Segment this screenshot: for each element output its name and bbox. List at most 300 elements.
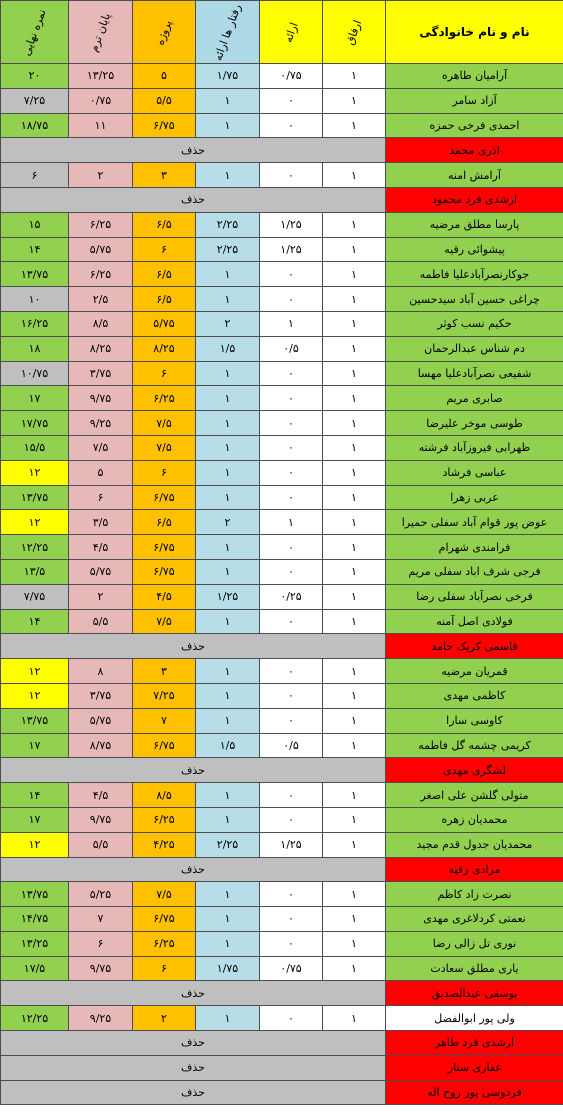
student-row: [1, 435, 563, 460]
header-leniency: [323, 1, 386, 64]
leniency-cell: ۱: [323, 882, 386, 907]
student-name: آرامش امنه: [386, 163, 563, 188]
behavior-cell: ۱: [196, 708, 260, 733]
leniency-cell: ۱: [323, 163, 386, 188]
final-exam-cell: ۱۳/۲۵: [69, 64, 133, 89]
final-grade-cell: ۱۴: [1, 237, 69, 262]
grades-body: [1, 64, 563, 1105]
student-row: [1, 832, 563, 857]
project-cell: ۶/۵: [133, 510, 196, 535]
final-exam-cell: ۴/۵: [69, 783, 133, 808]
behavior-cell: ۱: [196, 411, 260, 436]
student-name: پیشوائی رقیه: [386, 237, 563, 262]
student-name: متولی گلشن علی اصغر: [386, 783, 563, 808]
leniency-cell: ۱: [323, 832, 386, 857]
presentation-cell: ۱/۲۵: [260, 237, 323, 262]
student-row: [1, 411, 563, 436]
final-exam-cell: ۳/۷۵: [69, 361, 133, 386]
behavior-cell: ۱: [196, 460, 260, 485]
leniency-cell: ۱: [323, 64, 386, 89]
final-grade-cell: ۱۲: [1, 832, 69, 857]
student-name: عوض پور قوام آباد سفلی حمیرا: [386, 510, 563, 535]
final-exam-cell: ۶/۲۵: [69, 262, 133, 287]
student-name: فرامندی شهرام: [386, 535, 563, 560]
final-grade-cell: ۱۷/۵: [1, 956, 69, 981]
student-row: [1, 683, 563, 708]
final-exam-cell: ۷: [69, 907, 133, 932]
leniency-cell: ۱: [323, 212, 386, 237]
behavior-cell: ۱: [196, 931, 260, 956]
leniency-cell: ۱: [323, 1006, 386, 1031]
student-row: [1, 931, 563, 956]
final-grade-cell: ۱۵/۵: [1, 435, 69, 460]
student-row: [1, 485, 563, 510]
behavior-cell: ۱: [196, 262, 260, 287]
presentation-cell: ۱: [260, 510, 323, 535]
final-exam-cell: ۶/۲۵: [69, 212, 133, 237]
header-project: [133, 1, 196, 64]
final-grade-cell: ۱۸: [1, 336, 69, 361]
removed-label: حذف: [1, 1055, 386, 1080]
behavior-cell: ۱: [196, 659, 260, 684]
final-grade-cell: ۱۲/۲۵: [1, 1006, 69, 1031]
project-cell: ۳: [133, 163, 196, 188]
final-grade-cell: ۱۲: [1, 460, 69, 485]
header-final-exam: [69, 1, 133, 64]
presentation-cell: ۰: [260, 708, 323, 733]
student-name: اذری محمد: [386, 138, 563, 163]
final-grade-cell: ۱۴: [1, 609, 69, 634]
student-name: دم شناس عبدالرحمان: [386, 336, 563, 361]
student-row: [1, 535, 563, 560]
final-exam-cell: ۹/۲۵: [69, 411, 133, 436]
leniency-cell: ۱: [323, 460, 386, 485]
behavior-cell: ۱: [196, 386, 260, 411]
final-exam-cell: ۵/۵: [69, 832, 133, 857]
student-row: [1, 510, 563, 535]
student-name: ارشدی فرد محمود: [386, 187, 563, 212]
student-row: [1, 287, 563, 312]
project-cell: ۶: [133, 237, 196, 262]
behavior-cell: ۱/۵: [196, 336, 260, 361]
final-grade-cell: ۲۰: [1, 64, 69, 89]
final-grade-cell: ۱۲: [1, 510, 69, 535]
project-cell: ۷/۵: [133, 435, 196, 460]
presentation-cell: ۰: [260, 287, 323, 312]
project-cell: ۷/۵: [133, 882, 196, 907]
student-name: کاظمی مهدی: [386, 683, 563, 708]
leniency-cell: ۱: [323, 931, 386, 956]
behavior-cell: ۱: [196, 807, 260, 832]
project-cell: ۶/۷۵: [133, 733, 196, 758]
removed-student-row: [1, 187, 563, 212]
header-presentation-label: ارائه: [281, 20, 301, 44]
student-name: کریمی چشمه گل فاطمه: [386, 733, 563, 758]
student-name: لشگری مهدی: [386, 758, 563, 783]
leniency-cell: ۱: [323, 659, 386, 684]
final-exam-cell: ۱۱: [69, 113, 133, 138]
project-cell: ۶/۲۵: [133, 807, 196, 832]
presentation-cell: ۰: [260, 113, 323, 138]
student-name: ظهرابی فیروزآباد فرشته: [386, 435, 563, 460]
project-cell: ۶: [133, 460, 196, 485]
behavior-cell: ۱: [196, 559, 260, 584]
student-row: [1, 584, 563, 609]
project-cell: ۶/۵: [133, 212, 196, 237]
final-exam-cell: ۵/۵: [69, 609, 133, 634]
student-row: [1, 212, 563, 237]
presentation-cell: ۰/۵: [260, 733, 323, 758]
removed-label: حذف: [1, 138, 386, 163]
removed-student-row: [1, 138, 563, 163]
student-row: [1, 807, 563, 832]
project-cell: ۲: [133, 1006, 196, 1031]
presentation-cell: ۱: [260, 311, 323, 336]
final-exam-cell: ۸/۲۵: [69, 336, 133, 361]
removed-student-row: [1, 1031, 563, 1056]
leniency-cell: ۱: [323, 113, 386, 138]
leniency-cell: ۱: [323, 311, 386, 336]
final-exam-cell: ۶: [69, 931, 133, 956]
behavior-cell: ۱/۷۵: [196, 956, 260, 981]
removed-student-row: [1, 758, 563, 783]
student-name: غفاری ستار: [386, 1055, 563, 1080]
leniency-cell: ۱: [323, 411, 386, 436]
behavior-cell: ۱: [196, 1006, 260, 1031]
student-row: [1, 88, 563, 113]
final-grade-cell: ۱۳/۷۵: [1, 708, 69, 733]
leniency-cell: ۱: [323, 609, 386, 634]
header-behavior: [196, 1, 260, 64]
presentation-cell: ۰: [260, 931, 323, 956]
student-name: عباسی فرشاد: [386, 460, 563, 485]
leniency-cell: ۱: [323, 435, 386, 460]
final-exam-cell: ۹/۷۵: [69, 386, 133, 411]
project-cell: ۸/۵: [133, 783, 196, 808]
final-exam-cell: ۶: [69, 485, 133, 510]
presentation-cell: ۱/۲۵: [260, 832, 323, 857]
final-exam-cell: ۰/۷۵: [69, 88, 133, 113]
leniency-cell: ۱: [323, 510, 386, 535]
final-grade-cell: ۱۷: [1, 386, 69, 411]
student-name: نعمتی کردلاغری مهدی: [386, 907, 563, 932]
behavior-cell: ۲/۲۵: [196, 237, 260, 262]
leniency-cell: ۱: [323, 907, 386, 932]
student-name: یوسفی عبدالصدیق: [386, 981, 563, 1006]
header-final-grade-label: نمره نهایی: [20, 7, 49, 57]
project-cell: ۷: [133, 708, 196, 733]
header-name: نام و نام خانوادگی: [386, 1, 563, 64]
student-name: قمریان مرضیه: [386, 659, 563, 684]
final-grade-cell: ۱۷: [1, 733, 69, 758]
presentation-cell: ۰/۵: [260, 336, 323, 361]
behavior-cell: ۱: [196, 88, 260, 113]
behavior-cell: ۱: [196, 287, 260, 312]
behavior-cell: ۲/۲۵: [196, 832, 260, 857]
student-name: نوری تل زالی رضا: [386, 931, 563, 956]
student-row: [1, 659, 563, 684]
student-row: [1, 361, 563, 386]
leniency-cell: ۱: [323, 237, 386, 262]
presentation-cell: ۰/۷۵: [260, 956, 323, 981]
presentation-cell: ۰: [260, 1006, 323, 1031]
presentation-cell: ۰: [260, 907, 323, 932]
final-grade-cell: ۱۰: [1, 287, 69, 312]
student-name: کاوسی سارا: [386, 708, 563, 733]
student-row: [1, 311, 563, 336]
final-grade-cell: ۱۲/۲۵: [1, 535, 69, 560]
final-grade-cell: ۱۳/۵: [1, 559, 69, 584]
final-exam-cell: ۵: [69, 460, 133, 485]
removed-student-row: [1, 981, 563, 1006]
leniency-cell: ۱: [323, 485, 386, 510]
leniency-cell: ۱: [323, 807, 386, 832]
project-cell: ۶/۷۵: [133, 113, 196, 138]
presentation-cell: ۰/۲۵: [260, 584, 323, 609]
student-row: [1, 64, 563, 89]
student-row: [1, 460, 563, 485]
final-grade-cell: ۱۶/۲۵: [1, 311, 69, 336]
final-exam-cell: ۸/۵: [69, 311, 133, 336]
presentation-cell: ۰: [260, 559, 323, 584]
final-grade-cell: ۱۸/۷۵: [1, 113, 69, 138]
presentation-cell: ۰: [260, 485, 323, 510]
final-grade-cell: ۱۷: [1, 807, 69, 832]
student-row: [1, 1006, 563, 1031]
behavior-cell: ۱: [196, 783, 260, 808]
leniency-cell: ۱: [323, 535, 386, 560]
presentation-cell: ۰: [260, 460, 323, 485]
presentation-cell: ۰: [260, 683, 323, 708]
student-row: [1, 708, 563, 733]
leniency-cell: ۱: [323, 584, 386, 609]
presentation-cell: ۰: [260, 783, 323, 808]
final-grade-cell: ۷/۲۵: [1, 88, 69, 113]
final-grade-cell: ۱۳/۷۵: [1, 262, 69, 287]
presentation-cell: ۰: [260, 659, 323, 684]
presentation-cell: ۰: [260, 882, 323, 907]
student-row: [1, 386, 563, 411]
student-name: پارسا مطلق مرضیه: [386, 212, 563, 237]
removed-label: حذف: [1, 758, 386, 783]
final-grade-cell: ۱۵: [1, 212, 69, 237]
presentation-cell: ۰/۷۵: [260, 64, 323, 89]
project-cell: ۵/۵: [133, 88, 196, 113]
leniency-cell: ۱: [323, 287, 386, 312]
header-presentation: [260, 1, 323, 64]
leniency-cell: ۱: [323, 783, 386, 808]
project-cell: ۶/۵: [133, 262, 196, 287]
final-exam-cell: ۷/۵: [69, 435, 133, 460]
behavior-cell: ۱: [196, 882, 260, 907]
student-row: [1, 907, 563, 932]
final-exam-cell: ۹/۷۵: [69, 807, 133, 832]
project-cell: ۶/۷۵: [133, 559, 196, 584]
final-grade-cell: ۱۲: [1, 659, 69, 684]
leniency-cell: ۱: [323, 262, 386, 287]
project-cell: ۸/۲۵: [133, 336, 196, 361]
removed-label: حذف: [1, 857, 386, 882]
student-name: حکیم نسب کوثر: [386, 311, 563, 336]
behavior-cell: ۱: [196, 113, 260, 138]
final-exam-cell: ۵/۷۵: [69, 708, 133, 733]
behavior-cell: ۱/۲۵: [196, 584, 260, 609]
final-exam-cell: ۵/۲۵: [69, 882, 133, 907]
student-row: [1, 237, 563, 262]
presentation-cell: ۰: [260, 262, 323, 287]
final-exam-cell: ۸/۷۵: [69, 733, 133, 758]
behavior-cell: ۲: [196, 311, 260, 336]
presentation-cell: ۰: [260, 807, 323, 832]
project-cell: ۷/۲۵: [133, 683, 196, 708]
student-name: چراغی حسین آباد سیدحسین: [386, 287, 563, 312]
student-name: نصرت زاد کاظم: [386, 882, 563, 907]
removed-label: حذف: [1, 187, 386, 212]
project-cell: ۶/۵: [133, 287, 196, 312]
behavior-cell: ۲/۲۵: [196, 212, 260, 237]
project-cell: ۶/۷۵: [133, 907, 196, 932]
student-row: [1, 882, 563, 907]
student-name: فرجی شرف اباد سفلی مریم: [386, 559, 563, 584]
presentation-cell: ۰: [260, 386, 323, 411]
final-exam-cell: ۲: [69, 163, 133, 188]
leniency-cell: ۱: [323, 559, 386, 584]
student-row: [1, 559, 563, 584]
student-name: احمدی فرخی حمزه: [386, 113, 563, 138]
student-name: مرادی رقیه: [386, 857, 563, 882]
student-row: [1, 783, 563, 808]
leniency-cell: ۱: [323, 956, 386, 981]
student-name: ولی پور ابوالفضل: [386, 1006, 563, 1031]
student-row: [1, 163, 563, 188]
final-exam-cell: ۳/۵: [69, 510, 133, 535]
presentation-cell: ۰: [260, 535, 323, 560]
final-grade-cell: ۱۲: [1, 683, 69, 708]
final-exam-cell: ۵/۷۵: [69, 559, 133, 584]
removed-student-row: [1, 634, 563, 659]
behavior-cell: ۱: [196, 435, 260, 460]
presentation-cell: ۰: [260, 88, 323, 113]
header-leniency-label: ارفاق: [343, 17, 365, 47]
behavior-cell: ۱/۵: [196, 733, 260, 758]
final-exam-cell: ۲: [69, 584, 133, 609]
project-cell: ۷/۵: [133, 411, 196, 436]
student-name: ارشدی فرد طاهر: [386, 1031, 563, 1056]
behavior-cell: ۱: [196, 609, 260, 634]
removed-label: حذف: [1, 634, 386, 659]
behavior-cell: ۱: [196, 683, 260, 708]
removed-student-row: [1, 1055, 563, 1080]
student-name: صابری مریم: [386, 386, 563, 411]
presentation-cell: ۰: [260, 163, 323, 188]
behavior-cell: ۱: [196, 485, 260, 510]
final-grade-cell: ۱۷/۷۵: [1, 411, 69, 436]
student-name: جوکارنصرآبادعلیا فاطمه: [386, 262, 563, 287]
final-exam-cell: ۵/۷۵: [69, 237, 133, 262]
student-name: فولادی اصل آمنه: [386, 609, 563, 634]
header-row: [1, 1, 563, 64]
presentation-cell: ۰: [260, 411, 323, 436]
leniency-cell: ۱: [323, 683, 386, 708]
student-name: آرامیان طاهره: [386, 64, 563, 89]
student-name: طوسی موخر علیرضا: [386, 411, 563, 436]
student-row: [1, 609, 563, 634]
final-grade-cell: ۶: [1, 163, 69, 188]
removed-label: حذف: [1, 1031, 386, 1056]
project-cell: ۴/۲۵: [133, 832, 196, 857]
presentation-cell: ۱/۲۵: [260, 212, 323, 237]
behavior-cell: ۱: [196, 163, 260, 188]
project-cell: ۷/۵: [133, 609, 196, 634]
behavior-cell: ۲: [196, 510, 260, 535]
student-name: آزاد سامر: [386, 88, 563, 113]
project-cell: ۶: [133, 956, 196, 981]
leniency-cell: ۱: [323, 336, 386, 361]
final-exam-cell: ۹/۷۵: [69, 956, 133, 981]
header-behavior-label: رفتار ها ارائه: [211, 2, 244, 62]
project-cell: ۶: [133, 361, 196, 386]
final-grade-cell: ۱۰/۷۵: [1, 361, 69, 386]
project-cell: ۴/۵: [133, 584, 196, 609]
leniency-cell: ۱: [323, 386, 386, 411]
student-row: [1, 956, 563, 981]
final-grade-cell: ۱۳/۷۵: [1, 485, 69, 510]
behavior-cell: ۱: [196, 535, 260, 560]
final-exam-cell: ۸: [69, 659, 133, 684]
final-grade-cell: ۱۴: [1, 783, 69, 808]
student-name: محمدیان زهره: [386, 807, 563, 832]
project-cell: ۶/۲۵: [133, 386, 196, 411]
student-name: عربی زهرا: [386, 485, 563, 510]
behavior-cell: ۱: [196, 907, 260, 932]
student-name: محمدیان جدول قدم مجید: [386, 832, 563, 857]
student-row: [1, 336, 563, 361]
project-cell: ۶/۷۵: [133, 535, 196, 560]
leniency-cell: ۱: [323, 361, 386, 386]
student-name: قاسمی کریک حامد: [386, 634, 563, 659]
student-name: شفیعی نصرآبادعلیا مهسا: [386, 361, 563, 386]
final-grade-cell: ۱۳/۷۵: [1, 882, 69, 907]
presentation-cell: ۰: [260, 361, 323, 386]
behavior-cell: ۱: [196, 361, 260, 386]
project-cell: ۶/۲۵: [133, 931, 196, 956]
header-final-exam-label: پایان ترم: [87, 10, 114, 54]
project-cell: ۳: [133, 659, 196, 684]
header-final-grade: [1, 1, 69, 64]
leniency-cell: ۱: [323, 733, 386, 758]
final-grade-cell: ۷/۷۵: [1, 584, 69, 609]
final-grade-cell: ۱۳/۲۵: [1, 931, 69, 956]
behavior-cell: ۱/۷۵: [196, 64, 260, 89]
final-grade-cell: ۱۴/۷۵: [1, 907, 69, 932]
project-cell: ۵: [133, 64, 196, 89]
student-name: فرخی نصرآباد سفلی رضا: [386, 584, 563, 609]
student-row: [1, 733, 563, 758]
header-project-label: پروژه: [153, 17, 175, 47]
student-name: فردوسی پور روح اله: [386, 1080, 563, 1105]
final-exam-cell: ۴/۵: [69, 535, 133, 560]
presentation-cell: ۰: [260, 609, 323, 634]
leniency-cell: ۱: [323, 708, 386, 733]
student-row: [1, 262, 563, 287]
removed-student-row: [1, 857, 563, 882]
leniency-cell: ۱: [323, 88, 386, 113]
removed-label: حذف: [1, 981, 386, 1006]
student-name: یاری مطلق سعادت: [386, 956, 563, 981]
project-cell: ۵/۷۵: [133, 311, 196, 336]
removed-student-row: [1, 1080, 563, 1105]
final-exam-cell: ۲/۵: [69, 287, 133, 312]
